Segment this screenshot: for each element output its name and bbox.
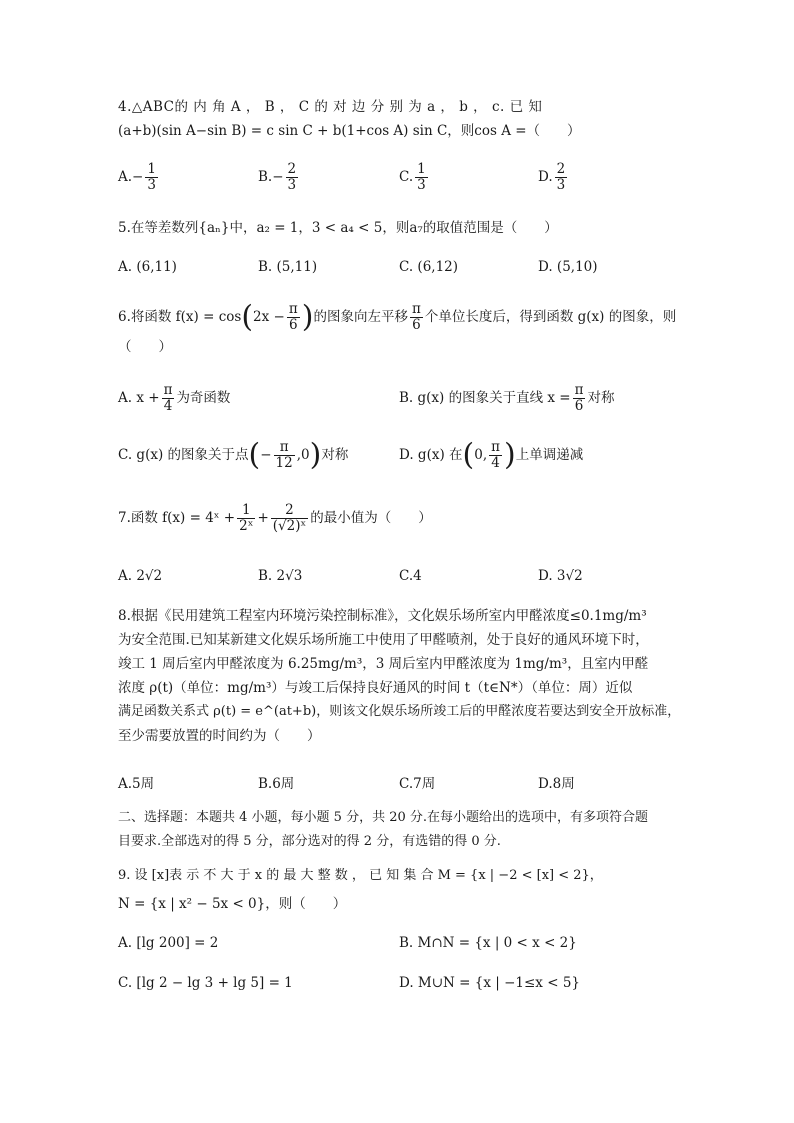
question-7-option-b[interactable]: B. 2√3 [258,568,303,584]
question-7-stem: 7.函数 f(x) = 4ˣ + $\frac{1}{\text{2ˣ}}$ + $\frac{2}{\text{(√2)ˣ}}$ 的最小值为（ ） [118,502,432,534]
fraction: $\frac{2}{3}$ [287,161,297,193]
question-8-option-b[interactable]: B.6周 [258,776,295,792]
question-8-line: 为安全范围.已知某新建文化娱乐场所施工中使用了甲醛喷剂，处于良好的通风环境下时， [118,632,649,648]
question-8-line: 浓度 ρ(t)（单位：mg/m³）与竣工后保持良好通风的时间 t（t∈N*）（单位：周）近似 [118,680,633,696]
question-4-stem-line1: 4.△ABC的 内 角 A ， B ， C 的 对 边 分 别 为 a ， b ， c. 已 知 [118,99,543,115]
question-9-options-row2 [118,975,682,999]
question-5-options [118,259,682,283]
question-4 [118,95,682,143]
question-8-option-c[interactable]: C.7周 [399,776,436,792]
question-8-option-a[interactable]: A.5周 [118,776,155,792]
fraction: $\frac{\pi}{6}$ [574,382,584,414]
question-4-stem-line2: (a+b)(sin A−sin B) = c sin C + b(1+cos A) sin C，则cos A =（ ） [118,123,581,139]
question-4-option-a[interactable]: A.− $\frac{1}{3}$ [118,161,156,193]
fraction: $\frac{1}{\text{2ˣ}}$ [239,502,254,534]
question-8-options [118,772,682,796]
question-6-stem-line1: 6.将函数 f(x) = cos(2x − $\frac{\pi}{6}$ )的图象向左平移 $\frac{\pi}{6}$ 个单位长度后，得到函数 g(x) 的图象，则 [118,299,677,335]
question-6-option-c[interactable]: C. g(x) 的图象关于点(− $\frac{\pi}{12}$ ,0)对称 [118,437,349,473]
left-paren: ( [241,299,254,335]
question-5-option-a[interactable]: A. (6,11) [118,259,177,275]
question-7 [118,503,682,534]
question-6-option-d[interactable]: D. g(x) 在(0, $\frac{\pi}{4}$ )上单调递减 [399,437,584,473]
question-7-options [118,568,682,592]
question-9 [118,864,682,916]
fraction: $\frac{2}{\text{(√2)ˣ}}$ [272,502,307,534]
question-4-option-b[interactable]: B.− $\frac{2}{3}$ [258,161,297,193]
fraction: $\frac{1}{3}$ [147,161,156,193]
question-6-options-row2 [118,437,682,486]
question-8-line: 满足函数关系式 ρ(t) = e^(at+b)，则该文化娱乐场所竣工后的甲醛浓度若要达到安全开放标准， [118,704,681,719]
fraction: $\frac{1}{3}$ [417,161,426,193]
question-8-option-d[interactable]: D.8周 [538,776,575,792]
question-6-options-row1 [118,383,682,423]
question-7-option-d[interactable]: D. 3√2 [538,568,583,584]
fraction: $\frac{\pi}{4}$ [491,439,500,471]
fraction: $\frac{\pi}{6}$ [411,301,421,333]
question-6-stem-line2: （ ） [118,339,172,355]
question-4-option-c[interactable]: C. $\frac{1}{3}$ [399,161,426,193]
section-2-line: 目要求.全部选对的得 5 分，部分选对的得 2 分，有选错的得 0 分. [118,834,501,849]
question-7-option-a[interactable]: A. 2√2 [118,568,163,584]
question-9-options-row1 [118,935,682,959]
question-4-option-d[interactable]: D. $\frac{2}{3}$ [538,161,566,193]
question-9-option-d[interactable]: D. M∪N = {x | −1≤x < 5} [399,975,580,991]
fraction: $\frac{\pi}{4}$ [163,382,173,414]
question-8 [118,604,682,748]
fraction: $\frac{2}{3}$ [556,161,566,193]
question-9-stem-line2: N = {x | x² − 5x < 0}，则（ ） [118,896,347,912]
question-6-option-b[interactable]: B. g(x) 的图象关于直线 x = $\frac{\pi}{6}$ 对称 [399,382,615,414]
question-8-line: 竣工 1 周后室内甲醛浓度为 6.25mg/m³，3 周后室内甲醛浓度为 1mg/m³，且室内甲醛 [118,656,649,672]
question-5-stem: 5.在等差数列{aₙ}中，a₂ = 1，3 < a₄ < 5，则a₇的取值范围是（ ） [118,220,558,236]
section-2-instructions [118,806,682,854]
right-paren: ) [301,299,314,335]
question-5-option-b[interactable]: B. (5,11) [258,259,318,275]
fraction: $\frac{\pi}{6}$ [288,301,298,333]
question-5-option-d[interactable]: D. (5,10) [538,259,598,275]
question-7-option-c[interactable]: C.4 [399,568,422,584]
question-8-line: 8.根据《民用建筑工程室内环境污染控制标准》，文化娱乐场所室内甲醛浓度≤0.1mg/m³ [118,608,647,624]
question-5-option-c[interactable]: C. (6,12) [399,259,459,275]
question-5 [118,216,682,240]
question-6-option-a[interactable]: A. x + $\frac{\pi}{4}$ 为奇函数 [118,382,231,414]
question-8-line: 至少需要放置的时间约为（ ） [118,728,321,744]
question-9-option-c[interactable]: C. [lg 2 − lg 3 + lg 5] = 1 [118,975,293,991]
question-4-options [118,162,682,202]
question-9-stem-line1: 9. 设 [x]表 示 不 大 于 x 的 最 大 整 数 ， 已 知 集 合 M = {x | −2 < [x] < 2}， [118,868,603,883]
question-9-option-b[interactable]: B. M∩N = {x | 0 < x < 2} [399,935,577,951]
question-6 [118,299,682,359]
question-9-option-a[interactable]: A. [lg 200] = 2 [118,935,219,951]
section-2-line: 二、选择题：本题共 4 小题，每小题 5 分，共 20 分.在每小题给出的选项中，有多项符合题 [118,810,649,825]
fraction: $\frac{\pi}{12}$ [275,439,293,471]
